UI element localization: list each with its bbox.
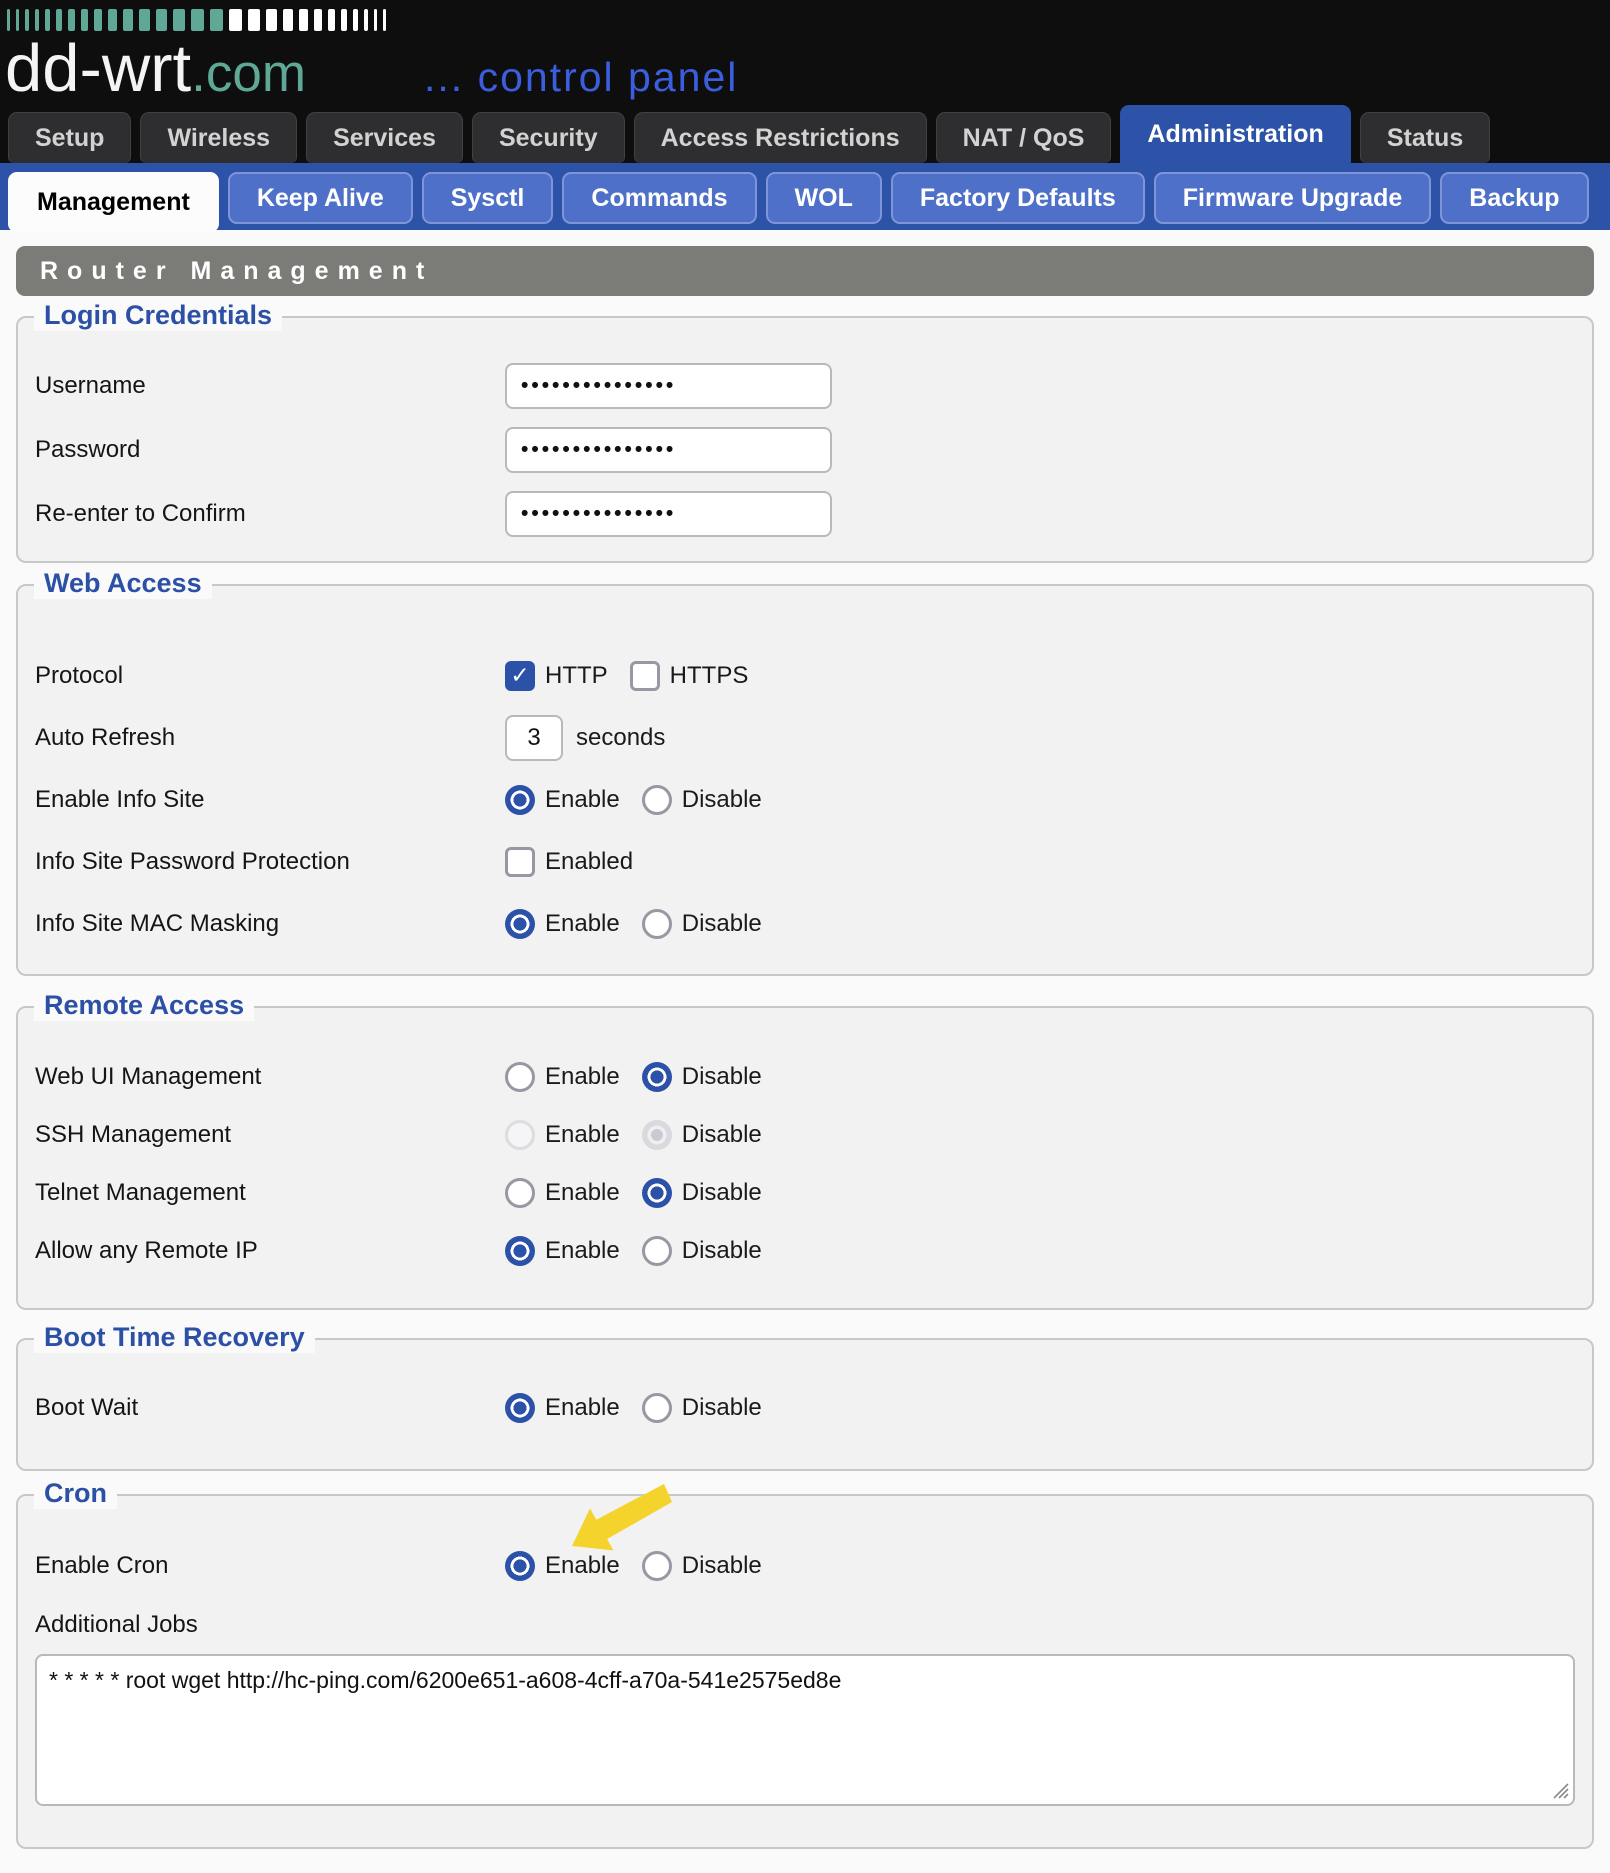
telnet-disable-radio[interactable] [642, 1178, 672, 1208]
row-protocol [18, 645, 1592, 707]
row-info-site-password-protection [18, 831, 1592, 893]
web-ui-enable-radio[interactable] [505, 1062, 535, 1092]
disable-option-label: Disable [681, 1394, 762, 1421]
info-site-password-label: Info Site Password Protection [35, 848, 350, 875]
boot-wait-disable-radio[interactable] [642, 1393, 672, 1423]
tab-services[interactable]: Services [306, 112, 463, 163]
mac-masking-disable-radio[interactable] [642, 909, 672, 939]
enable-option-label: Enable [545, 1394, 620, 1421]
enable-option-label: Enable [545, 786, 620, 813]
section-login-credentials [16, 300, 1594, 563]
disable-option-label: Disable [681, 1121, 762, 1148]
reenter-password-input[interactable] [505, 491, 832, 537]
info-site-disable-radio[interactable] [642, 785, 672, 815]
protocol-label: Protocol [35, 662, 124, 689]
tab-nat-qos[interactable]: NAT / QoS [936, 112, 1112, 163]
annotation-arrow-icon [554, 1484, 674, 1556]
allow-ip-enable-radio[interactable] [505, 1236, 535, 1266]
subtab-management[interactable]: Management [8, 172, 219, 232]
auto-refresh-label: Auto Refresh [35, 724, 176, 751]
resize-grip-icon[interactable] [1550, 1780, 1570, 1800]
ssh-disable-radio [642, 1120, 672, 1150]
section-legend: Remote Access [34, 990, 254, 1021]
section-remote-access [16, 990, 1594, 1310]
row-auto-refresh [18, 707, 1592, 769]
ssh-enable-radio [505, 1120, 535, 1150]
sub-nav [0, 163, 1610, 230]
logo-domain: .com [191, 44, 307, 103]
row-web-ui-management [18, 1048, 1592, 1106]
boot-wait-label: Boot Wait [35, 1394, 139, 1421]
section-boot-time-recovery [16, 1322, 1594, 1471]
row-info-site-mac-masking [18, 893, 1592, 955]
http-option-label: HTTP [545, 662, 608, 689]
subtab-backup[interactable]: Backup [1440, 172, 1588, 224]
subtab-keep-alive[interactable]: Keep Alive [228, 172, 413, 224]
row-reenter-password [18, 482, 1592, 546]
disable-option-label: Disable [681, 1179, 762, 1206]
tab-administration[interactable]: Administration [1120, 105, 1350, 163]
disable-option-label: Disable [681, 1063, 762, 1090]
enable-option-label: Enable [545, 910, 620, 937]
allow-ip-disable-radio[interactable] [642, 1236, 672, 1266]
mac-masking-enable-radio[interactable] [505, 909, 535, 939]
enabled-option-label: Enabled [545, 848, 634, 875]
page-content [0, 230, 1610, 1873]
row-telnet-management [18, 1164, 1592, 1222]
row-enable-cron [18, 1535, 1592, 1597]
additional-jobs-field [35, 1654, 1575, 1806]
enable-cron-label: Enable Cron [35, 1552, 169, 1579]
telnet-management-label: Telnet Management [35, 1179, 246, 1206]
enable-option-label: Enable [545, 1121, 620, 1148]
logo-meter [7, 9, 386, 31]
row-enable-info-site [18, 769, 1592, 831]
row-password [18, 418, 1592, 482]
section-legend: Login Credentials [34, 300, 282, 331]
username-input[interactable] [505, 363, 832, 409]
web-ui-management-label: Web UI Management [35, 1063, 262, 1090]
tab-setup[interactable]: Setup [8, 112, 131, 163]
allow-remote-ip-label: Allow any Remote IP [35, 1237, 258, 1264]
password-input[interactable] [505, 427, 832, 473]
password-label: Password [35, 436, 141, 463]
main-nav [0, 105, 1610, 163]
section-legend: Web Access [34, 568, 212, 599]
logo-tagline: ... control panel [424, 54, 739, 100]
username-label: Username [35, 372, 146, 399]
enable-option-label: Enable [545, 1063, 620, 1090]
enable-info-site-label: Enable Info Site [35, 786, 205, 813]
section-web-access [16, 568, 1594, 976]
disable-option-label: Disable [681, 1552, 762, 1579]
auto-refresh-unit: seconds [576, 724, 666, 751]
subtab-sysctl[interactable]: Sysctl [422, 172, 554, 224]
ssh-management-label: SSH Management [35, 1121, 232, 1148]
disable-option-label: Disable [681, 786, 762, 813]
row-boot-wait [18, 1377, 1592, 1439]
disable-option-label: Disable [681, 910, 762, 937]
telnet-enable-radio[interactable] [505, 1178, 535, 1208]
enable-option-label: Enable [545, 1552, 620, 1579]
http-checkbox[interactable] [505, 661, 535, 691]
boot-wait-enable-radio[interactable] [505, 1393, 535, 1423]
subtab-wol[interactable]: WOL [766, 172, 882, 224]
enable-option-label: Enable [545, 1237, 620, 1264]
section-legend: Cron [34, 1478, 117, 1509]
https-checkbox[interactable] [630, 661, 660, 691]
reenter-label: Re-enter to Confirm [35, 500, 246, 527]
app-header [0, 0, 1610, 163]
additional-jobs-label: Additional Jobs [35, 1611, 198, 1638]
https-option-label: HTTPS [669, 662, 749, 689]
subtab-factory-defaults[interactable]: Factory Defaults [891, 172, 1145, 224]
logo-brand: dd-wrt [5, 31, 192, 106]
info-site-enable-radio[interactable] [505, 785, 535, 815]
disable-option-label: Disable [681, 1237, 762, 1264]
tab-status[interactable]: Status [1360, 112, 1490, 163]
web-ui-disable-radio[interactable] [642, 1062, 672, 1092]
row-ssh-management [18, 1106, 1592, 1164]
section-legend: Boot Time Recovery [34, 1322, 315, 1353]
section-cron [16, 1478, 1594, 1849]
tab-security[interactable]: Security [472, 112, 625, 163]
logo [5, 30, 738, 107]
auto-refresh-input[interactable] [505, 715, 563, 761]
subtab-commands[interactable]: Commands [562, 172, 756, 224]
subtab-firmware-upgrade[interactable]: Firmware Upgrade [1154, 172, 1432, 224]
mac-masking-label: Info Site MAC Masking [35, 910, 280, 937]
info-site-password-checkbox[interactable] [505, 847, 535, 877]
page-title: Router Management [16, 246, 1594, 296]
row-username [18, 354, 1592, 418]
tab-access-restrictions[interactable]: Access Restrictions [634, 112, 927, 163]
cron-enable-radio[interactable] [505, 1551, 535, 1581]
tab-wireless[interactable]: Wireless [140, 112, 297, 163]
additional-jobs-textarea[interactable] [35, 1654, 1575, 1806]
row-allow-any-remote-ip [18, 1222, 1592, 1280]
enable-option-label: Enable [545, 1179, 620, 1206]
